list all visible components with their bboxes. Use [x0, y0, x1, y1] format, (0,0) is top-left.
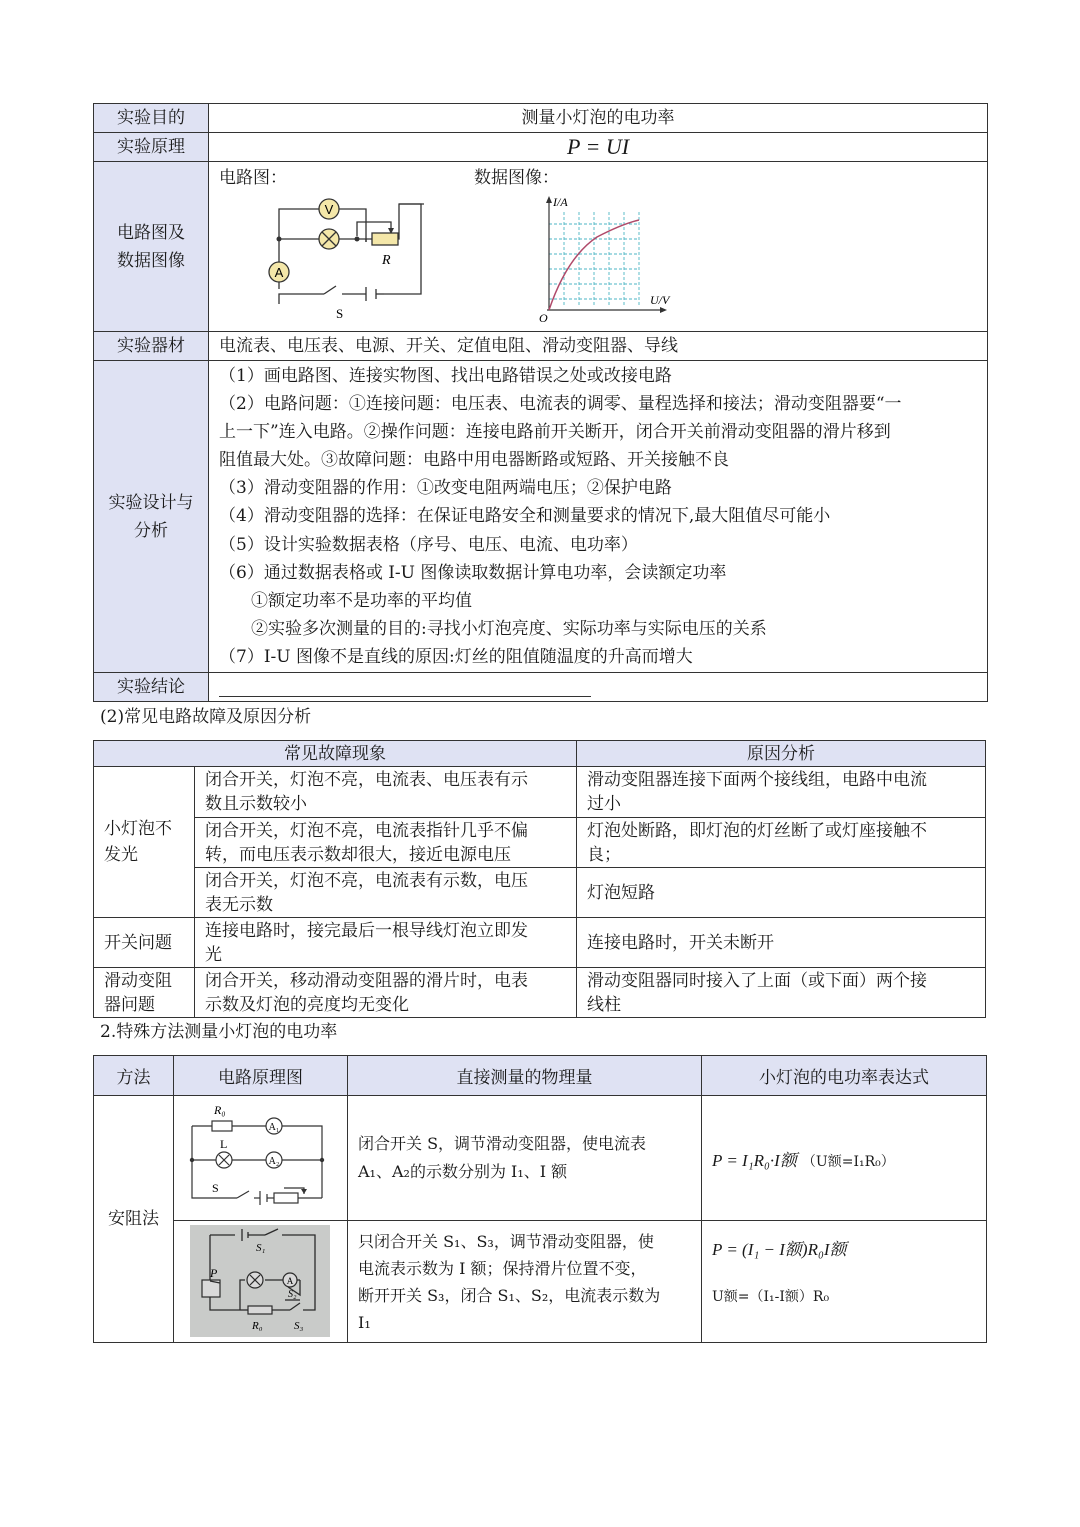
svg-text:A₁: A₁ — [268, 1122, 280, 1133]
svg-text:A: A — [286, 1276, 294, 1286]
ammeter-resistor-circuit — [182, 1098, 342, 1218]
design-content — [209, 361, 988, 673]
design-line: 阻值最大处。③故障问题：电路中用电器断路或短路、开关接触不良 — [219, 450, 729, 471]
section2-title: (2)常见电路故障及原因分析 — [100, 707, 312, 727]
svg-text:O: O — [539, 311, 548, 324]
purpose-label: 实验目的 — [94, 104, 209, 133]
design-line: （1）画电路图、连接实物图、找出电路错误之处或改接电路 — [219, 366, 672, 386]
svg-text:I/A: I/A — [553, 195, 568, 209]
circuit-photo — [190, 1225, 330, 1337]
fault-group-bulb: 小灯泡不 发光 — [94, 767, 195, 918]
diagram-label: 电路图及 数据图像 — [94, 162, 209, 332]
purpose-value: 测量小灯泡的电功率 — [209, 104, 988, 133]
fault-cause: 灯泡短路 — [577, 868, 986, 918]
design-line: ②实验多次测量的目的:寻找小灯泡亮度、实际功率与实际电压的关系 — [251, 618, 767, 639]
conclusion-blank-line — [219, 678, 591, 697]
design-line: （5）设计实验数据表格（序号、电压、电流、电功率） — [219, 534, 638, 555]
principle-formula: P = UI — [209, 133, 988, 162]
fault-group-switch: 开关问题 — [94, 918, 195, 968]
svg-text:S₃: S₃ — [294, 1320, 304, 1332]
conclusion-value — [209, 673, 988, 702]
fault-phenomenon: 闭合开关，移动滑动变阻器的滑片时，电表 示数及灯泡的亮度均无变化 — [195, 968, 577, 1018]
design-line: 上一下”连入电路。②操作问题：连接电路前开关断开，闭合开关前滑动变阻器的滑片移到 — [219, 422, 891, 443]
circuit-cell-1 — [174, 1096, 348, 1221]
fault-phenomenon: 连接电路时，接完最后一根导线灯泡立即发 光 — [195, 918, 577, 968]
svg-text:R: R — [382, 253, 391, 268]
svg-text:A: A — [274, 265, 284, 280]
design-line: （2）电路问题：①连接问题：电压表、电流表的调零、量程选择和接法；滑动变阻器要“一 — [219, 394, 902, 415]
fault-cause: 滑动变阻器连接下面两个接线组，电路中电流 过小 — [577, 767, 986, 818]
header-circuit: 电路原理图 — [174, 1056, 348, 1096]
rheostat-icon — [372, 233, 398, 245]
circuit-diagram — [254, 194, 424, 324]
expression-2: P = (I₁ − I额)R₀I额 U额=（I₁-I额）R₀ — [702, 1221, 987, 1343]
svg-text:R₀: R₀ — [214, 1103, 226, 1117]
diagram-cell — [209, 162, 988, 332]
svg-text:A₂: A₂ — [268, 1156, 280, 1167]
svg-text:S: S — [212, 1181, 219, 1195]
fault-phenomenon: 闭合开关，灯泡不亮，电流表有示数，电压 表无示数 — [195, 868, 577, 918]
design-line: ①额定功率不是功率的平均值 — [251, 590, 472, 611]
special-method-table — [93, 1055, 987, 1343]
circuit-caption: 电路图： — [219, 168, 287, 188]
svg-text:S: S — [336, 306, 344, 321]
design-line: （4）滑动变阻器的选择：在保证电路安全和测量要求的情况下,最大阻值尽可能小 — [219, 506, 831, 527]
expression-1: P = I₁R₀·I额 （U额=I₁R₀） — [702, 1096, 987, 1221]
measured-1: 闭合开关 S，调节滑动变阻器，使电流表 A₁、A₂的示数分别为 I₁、I 额 — [348, 1096, 702, 1221]
measured-2: 只闭合开关 S₁、S₃，调节滑动变阻器，使 电流表示数为 I 额；保持滑片位置不变， 断开开关 S₃，闭合 S₁、S₂，电流表示数为 I₁ — [348, 1221, 702, 1343]
design-label: 实验设计与 分析 — [94, 361, 209, 673]
fault-cause: 灯泡处断路，即灯泡的灯丝断了或灯座接触不 良； — [577, 818, 986, 868]
fault-cause: 连接电路时，开关未断开 — [577, 918, 986, 968]
svg-text:P: P — [210, 1266, 218, 1280]
svg-text:U/V: U/V — [650, 293, 670, 307]
fault-group-rheostat: 滑动变阻 器问题 — [94, 968, 195, 1018]
fault-phenomenon: 闭合开关，灯泡不亮，电流表指针几乎不偏 转，而电压表示数却很大，接近电源电压 — [195, 818, 577, 868]
header-method: 方法 — [94, 1056, 174, 1096]
fault-header-cause: 原因分析 — [577, 741, 986, 767]
svg-text:S₂: S₂ — [288, 1289, 297, 1300]
fault-header-phenomenon: 常见故障现象 — [94, 741, 577, 767]
section3-title: 2.特殊方法测量小灯泡的电功率 — [100, 1022, 338, 1042]
design-line: （3）滑动变阻器的作用：①改变电阻两端电压；②保护电路 — [219, 478, 672, 499]
fault-phenomenon: 闭合开关，灯泡不亮，电流表、电压表有示 数且示数较小 — [195, 767, 577, 818]
svg-text:S₁: S₁ — [256, 1242, 266, 1254]
svg-text:V: V — [324, 202, 334, 217]
svg-text:L: L — [220, 1137, 228, 1151]
fault-table — [93, 740, 986, 1018]
experiment-table — [93, 103, 988, 702]
header-expression: 小灯泡的电功率表达式 — [702, 1056, 987, 1096]
fault-cause: 滑动变阻器同时接入了上面（或下面）两个接 线柱 — [577, 968, 986, 1018]
conclusion-label: 实验结论 — [94, 673, 209, 702]
equipment-label: 实验器材 — [94, 332, 209, 361]
graph-caption: 数据图像： — [474, 168, 559, 188]
iu-graph — [527, 192, 687, 324]
circuit-cell-2 — [174, 1221, 348, 1343]
photo-circuit-drawing — [190, 1225, 330, 1337]
equipment-value: 电流表、电压表、电源、开关、定值电阻、滑动变阻器、导线 — [209, 332, 988, 361]
principle-label: 实验原理 — [94, 133, 209, 162]
design-line: （6）通过数据表格或 I-U 图像读取数据计算电功率，会读额定功率 — [219, 562, 727, 583]
header-measured: 直接测量的物理量 — [348, 1056, 702, 1096]
svg-text:R₀: R₀ — [252, 1320, 263, 1332]
method-name: 安阻法 — [94, 1096, 174, 1343]
design-line: （7）I-U 图像不是直线的原因:灯丝的阻值随温度的升高而增大 — [219, 646, 693, 667]
